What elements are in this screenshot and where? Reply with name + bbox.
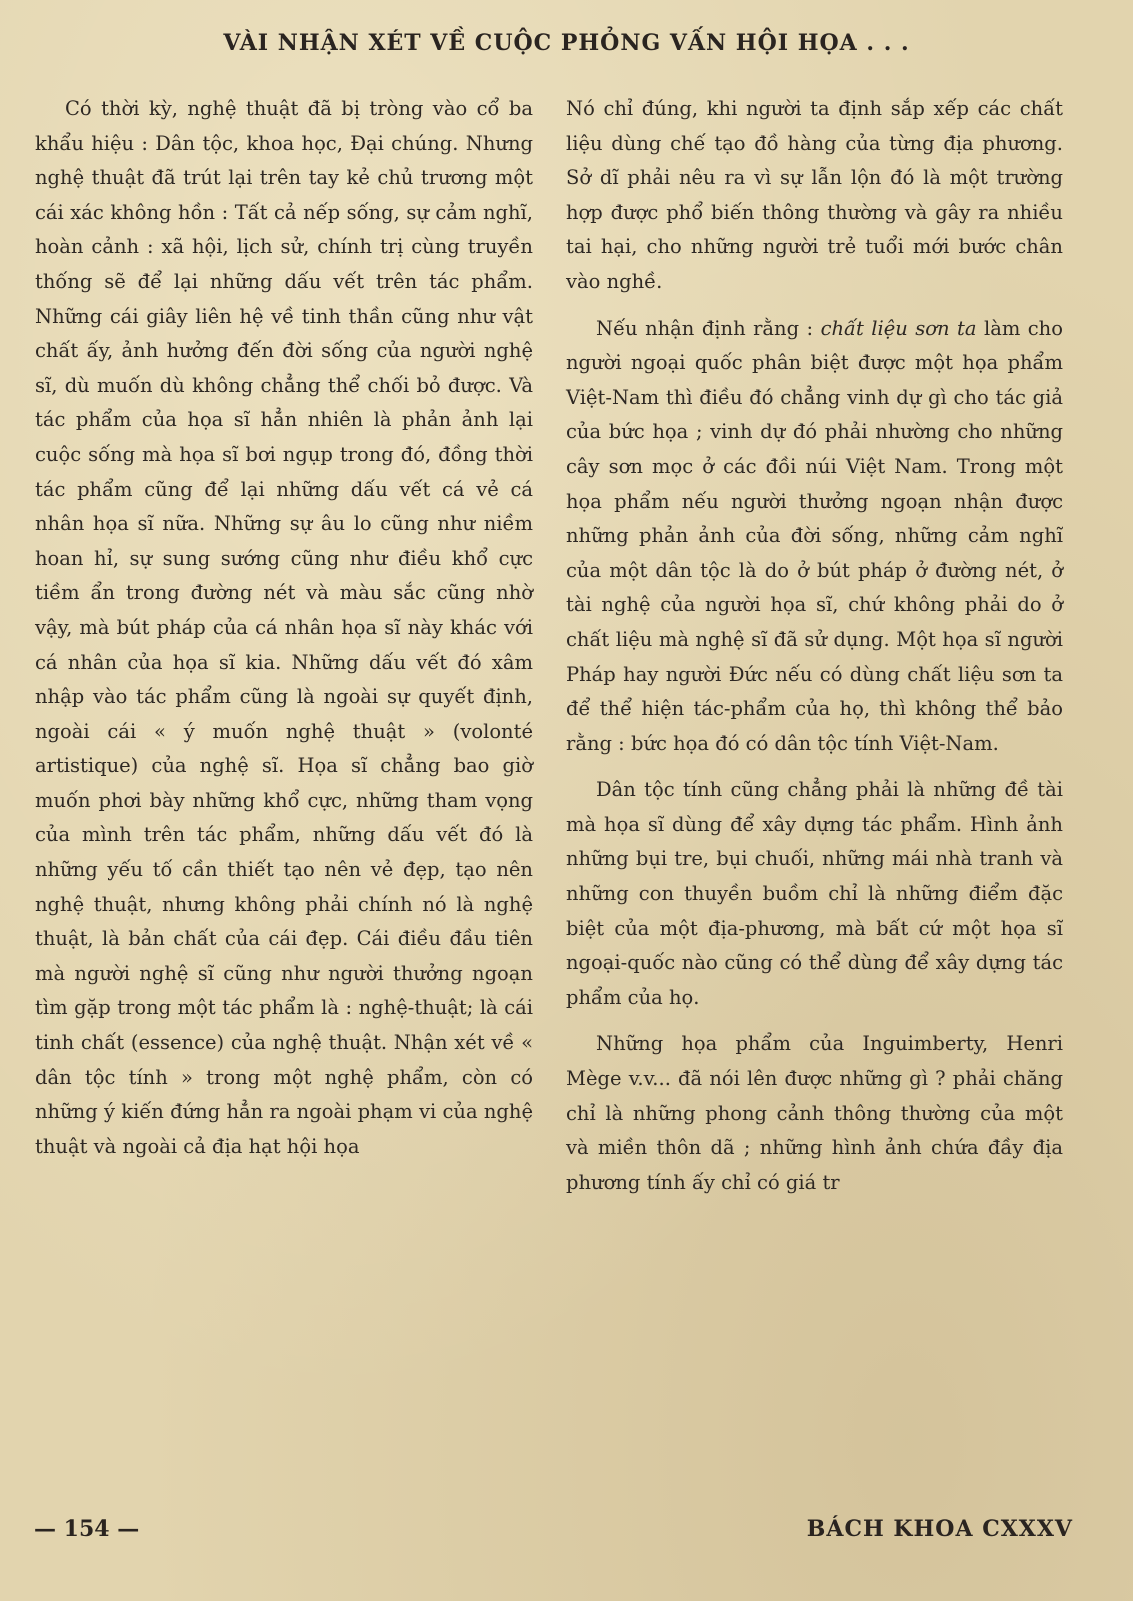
right-paragraph-2-italic: chất liệu sơn ta bbox=[820, 316, 977, 340]
right-paragraph-4: Những họa phẩm của Inguimberty, Henri Mège v.v... đã nói lên được những gì ? phải chăng chỉ là những phong cảnh thông thường của một và miền thôn dã ; những hình ảnh chứa đầy địa phương tính ấy chỉ có giá tr bbox=[566, 1032, 1063, 1194]
journal-title: BÁCH KHOA CXXXV bbox=[806, 1516, 1073, 1542]
left-paragraph-1: Có thời kỳ, nghệ thuật đã bị tròng vào cổ ba khẩu hiệu : Dân tộc, khoa học, Đại chúng. Nhưng nghệ thuật đã trút lại trên tay kẻ chủ trương một cái xác không hồn : Tất cả nếp sống, sự cảm nghĩ, hoàn cảnh : xã hội, lịch sử, chính trị cùng truyền thống sẽ để lại những dấu vết trên tác phẩm. Những cái giây liên hệ về tinh thần cũng như vật chất ấy, ảnh hưởng đến đời sống của người nghệ sĩ, dù muốn dù không chẳng thể chối bỏ được. Và tác phẩm của họa sĩ hẳn nhiên là phản ảnh lại cuộc sống mà họa sĩ bơi ngụp trong đó, đồng thời tác phẩm cũng để lại những dấu vết cá vẻ cá nhân họa sĩ nữa. Những sự âu lo cũng như niềm hoan hỉ, sự sung sướng cũng như điều khổ cực tiềm ẩn trong đường nét và màu sắc cũng nhờ vậy, mà bút pháp của cá nhân họa sĩ này khác với cá nhân của họa sĩ kia. Những dấu vết đó xâm nhập vào tác phẩm cũng là ngoài sự quyết định, ngoài cái « ý muốn nghệ thuật » (volonté artistique) của nghệ sĩ. Họa sĩ chẳng bao giờ muốn phơi bày những khổ cực, những tham vọng của mình trên tác phẩm, những dấu vết đó là những yếu tố cần thiết tạo nên vẻ đẹp, tạo nên nghệ thuật, nhưng không phải chính nó là nghệ thuật, là bản chất của cái đẹp. Cái điều đầu tiên mà người nghệ sĩ cũng như người thưởng ngoạn tìm gặp trong một tác phẩm là : nghệ-thuật; là cái tinh chất (essence) của nghệ thuật. Nhận xét về « dân tộc tính » trong một nghệ phẩm, còn có những ý kiến đứng hẳn ra ngoài phạm vi của nghệ thuật và ngoài cả địa hạt hội họa bbox=[35, 97, 533, 1158]
right-paragraph-2 bbox=[566, 312, 1063, 762]
right-column bbox=[566, 92, 1063, 1212]
right-paragraph-1: Nó chỉ đúng, khi người ta định sắp xếp các chất liệu dùng chế tạo đồ hàng của từng địa phương. Sở dĩ phải nêu ra vì sự lẫn lộn đó là một trường hợp được phổ biến thông thường và gây ra nhiều tai hại, cho những người trẻ tuổi mới bước chân vào nghề. bbox=[566, 97, 1063, 293]
left-column bbox=[35, 92, 533, 1176]
right-paragraph-3: Dân tộc tính cũng chẳng phải là những đề tài mà họa sĩ dùng để xây dựng tác phẩm. Hình ảnh những bụi tre, bụi chuối, những mái nhà tranh và những con thuyền buồm chỉ là những điểm đặc biệt của một địa-phương, mà bất cứ một họa sĩ ngoại-quốc nào cũng có thể dùng để xây dựng tác phẩm của họ. bbox=[566, 778, 1063, 1009]
running-head: VÀI NHẬN XÉT VỀ CUỘC PHỎNG VẤN HỘI HỌA . . . bbox=[223, 30, 910, 56]
page-number: — 154 — bbox=[34, 1516, 140, 1542]
right-paragraph-2-rest: làm cho người ngoại quốc phân biệt được một họa phẩm Việt-Nam thì điều đó chẳng vinh dự gì cho tác giả của bức họa ; vinh dự đó phải nhường cho những cây sơn mọc ở các đồi núi Việt Nam. Trong một họa phẩm nếu người thưởng ngoạn nhận được những phản ảnh của đời sống, những cảm nghĩ của một dân tộc là do ở bút pháp ở đường nét, ở tài nghệ của người họa sĩ, chứ không phải do ở chất liệu mà nghệ sĩ đã sử dụng. Một họa sĩ người Pháp hay người Đức nếu có dùng chất liệu sơn ta để thể hiện tác-phẩm của họ, thì không thể bảo rằng : bức họa đó có dân tộc tính Việt-Nam. bbox=[566, 316, 1063, 755]
right-paragraph-2-lead: Nếu nhận định rằng : bbox=[596, 316, 821, 340]
